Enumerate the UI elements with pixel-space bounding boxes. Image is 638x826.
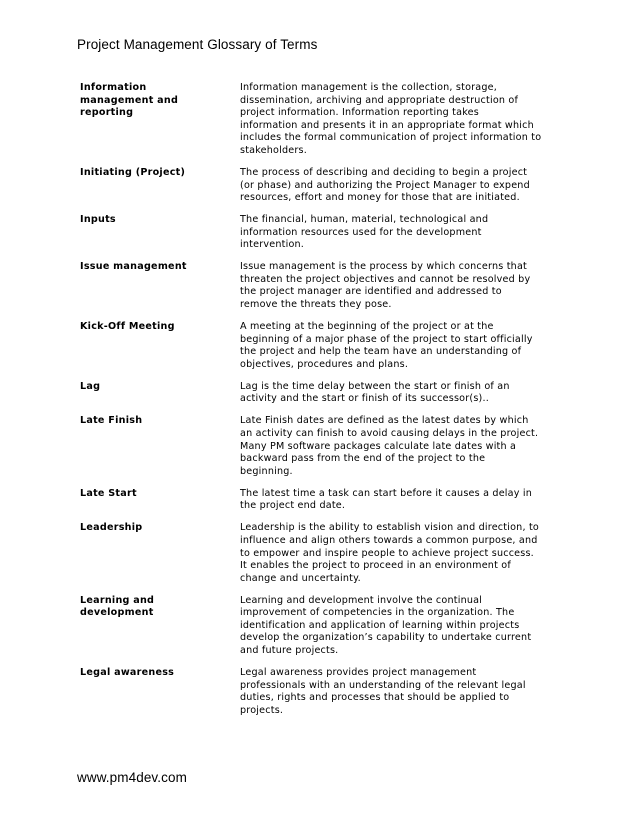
glossary-entry [80,522,560,585]
glossary-term: Information management and reporting [80,82,179,119]
page-title: Project Management Glossary of Terms [77,37,318,52]
glossary-definition: Issue management is the process by which concerns that threaten the project objectives and cannot be resolved by the project manager are identified and addressed to remove the threats they pose. [240,261,531,311]
glossary-term: Kick-Off Meeting [80,321,175,333]
glossary-definition: Leadership is the ability to establish vision and direction, to influence and align others towards a common purpose, and to empower and inspire people to achieve project success. It enables the project to proceed in an environment of change and uncertainty. [240,522,539,584]
glossary-definition: Information management is the collection, storage, dissemination, archiving and appropriate destruction of project information. Information reporting takes information and presents it in an appropriate format which includes the formal communication of project information to stakeholders. [240,82,542,156]
glossary-entry [80,667,560,717]
glossary-entry [80,488,560,513]
glossary-term: Leadership [80,522,143,534]
footer-url: www.pm4dev.com [77,770,187,785]
glossary-term: Initiating (Project) [80,166,186,178]
glossary-entry [80,381,560,406]
glossary-definition: Legal awareness provides project management professionals with an understanding of the relevant legal duties, rights and processes that should be applied to projects. [240,667,526,716]
glossary-definition: The process of describing and deciding to begin a project (or phase) and authorizing the Project Manager to expend resources, effort and money for those that are initiated. [240,166,530,204]
glossary-entry [80,167,560,205]
glossary-definition: A meeting at the beginning of the project or at the beginning of a major phase of the project to start officially the project and help the team have an understanding of objectives, procedures and plans. [240,321,533,370]
glossary-term: Late Finish [80,415,143,427]
glossary-definition: Lag is the time delay between the start or finish of an activity and the start or finish of its successor(s).. [240,380,510,405]
glossary-entry [80,214,560,252]
glossary-term: Lag [80,380,101,392]
glossary-entry [80,82,560,158]
glossary-term: Legal awareness [80,667,175,679]
glossary-term: Issue management [80,261,187,273]
glossary-definition: The latest time a task can start before it causes a delay in the project end date. [240,487,533,512]
glossary-term: Inputs [80,214,116,226]
glossary-term: Late Start [80,487,137,499]
glossary-entry [80,415,560,478]
glossary-entry [80,321,560,371]
glossary-definition: Learning and development involve the continual improvement of competencies in the organization. The identification and application of learning within projects develop the organization’s capability to undertake current and future projects. [240,594,532,657]
glossary-definition: Late Finish dates are defined as the latest dates by which an activity can finish to avoid causing delays in the project. Many PM software packages calculate late dates with a backward pass from the end of the project to the beginning. [240,415,539,477]
glossary-definition: The financial, human, material, technological and information resources used for the development intervention. [240,214,489,251]
glossary-entry [80,261,560,311]
glossary-term: Learning and development [80,594,155,619]
glossary-table [80,82,560,727]
glossary-entry [80,595,560,658]
